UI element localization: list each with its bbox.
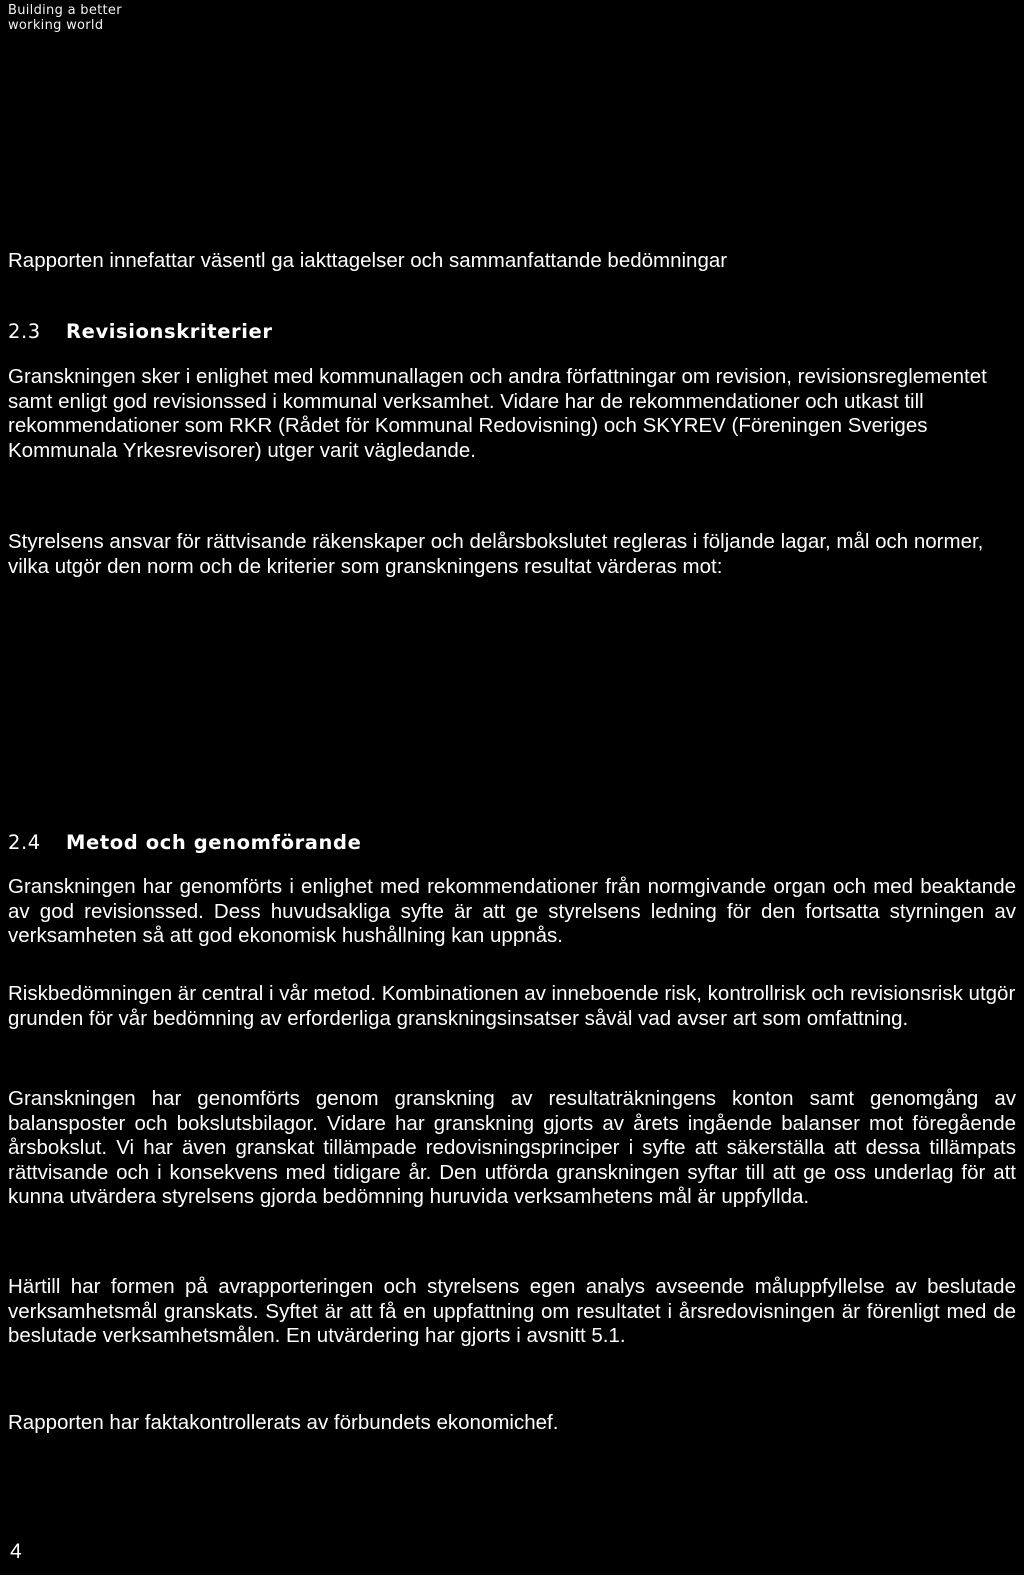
section-2-4-paragraph-5: Rapporten har faktakontrollerats av förbundets ekonomichef. [8,1411,559,1434]
section-2-3-paragraph-1: Granskningen sker i enlighet med kommunallagen och andra författningar om revision, revisionsreglementet samt enligt god revisionssed i kommunal verksamhet. Vidare har de rekommendationer och utkast till rekommendationer som RKR (Rådet för Kommunal Redovisning) och SKYREV (Föreningen Sveriges Kommunala Yrkesrevisorer) utger varit vägledande. [8,365,987,462]
section-2-4-number: 2.4 [8,831,41,854]
brand-tagline [8,3,122,33]
section-2-3-heading [8,320,273,344]
section-2-4-heading [8,831,361,855]
section-2-4-paragraph-4: Härtill har formen på avrapporteringen och styrelsens egen analys avseende måluppfyllelse av beslutade verksamhetsmål granskats. Syftet är att få en uppfattning om resultatet i årsredovisningen är förenligt med de beslutade verksamhetsmålen. En utvärdering har gjorts i avsnitt 5.1. [8,1275,1016,1348]
section-2-4-paragraph-3: Granskningen har genomförts genom granskning av resultaträkningens konton samt genomgång av balansposter och bokslutsbilagor. Vidare har granskning gjorts av årets ingående balanser mot föregående årsbokslut. Vi har även granskat tillämpade redovisningsprinciper i syfte att säkerställa att dessa tillämpats rättvisande och i konsekvens med tidigare år. Den utförda granskningen syftar till att ge oss underlag för att kunna utvärdera styrelsens gjorda bedömning huruvida verksamhetens mål är uppfyllda. [8,1087,1016,1209]
intro-line: Rapporten innefattar väsentl ga iakttagelser och sammanfattande bedömningar [8,249,728,272]
brand-tagline-line-1: Building a better [8,3,122,18]
section-2-4-title: Metod och genomförande [66,831,362,854]
section-2-4-paragraph-1: Granskningen har genomförts i enlighet med rekommendationer från normgivande organ och med beaktande av god revisionssed. Dess huvudsakliga syfte är att ge styrelsens ledning för den fortsatta styrningen av verksamheten så att god ekonomisk hushållning kan uppnås. [8,875,1016,948]
section-2-3-number: 2.3 [8,320,41,343]
section-2-3-paragraph-2: Styrelsens ansvar för rättvisande räkenskaper och delårsbokslutet regleras i följande lagar, mål och normer, vilka utgör den norm och de kriterier som granskningens resultat värderas mot: [8,530,984,578]
section-2-3-title: Revisionskriterier [66,320,273,343]
section-2-4-paragraph-2: Riskbedömningen är central i vår metod. Kombinationen av inneboende risk, kontrollrisk och revisionsrisk utgör grunden för vår bedömning av erforderliga granskningsinsatser såväl vad avser art som omfattning. [8,982,1016,1030]
page-number: 4 [10,1540,22,1563]
brand-tagline-line-2: working world [8,18,104,33]
